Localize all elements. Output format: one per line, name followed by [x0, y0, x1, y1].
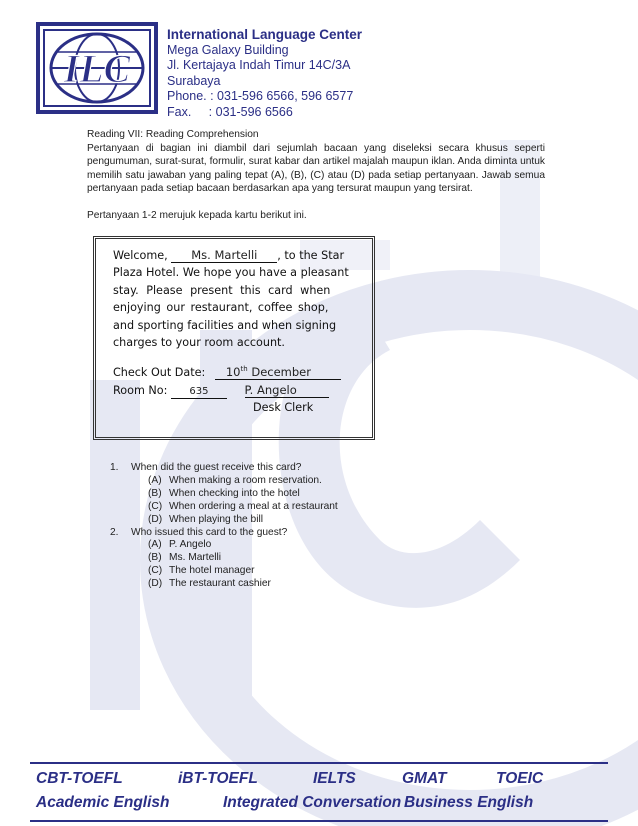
- footer-item-integrated-conversation: Integrated Conversation: [223, 794, 402, 811]
- room-number: 635: [171, 385, 227, 399]
- answer-option[interactable]: [110, 578, 440, 591]
- checkout-label: Check Out Date:: [113, 366, 206, 380]
- option-label: (B): [148, 487, 162, 499]
- answer-option[interactable]: [110, 475, 440, 488]
- answer-option[interactable]: [110, 488, 440, 501]
- card-body-line: stay. Please present this card when: [113, 283, 331, 297]
- checkout-day: 10: [225, 365, 241, 380]
- card-body-line: and sporting facilities and when signing: [113, 318, 337, 332]
- footer-item-gmat: GMAT: [402, 770, 447, 787]
- option-text: The hotel manager: [169, 565, 255, 577]
- checkout-date: [215, 363, 341, 380]
- option-text: Ms. Martelli: [169, 552, 222, 564]
- option-label: (B): [148, 552, 162, 564]
- card-body-line: charges to your room account.: [113, 336, 285, 350]
- street-address: Jl. Kertajaya Indah Timur 14C/3A: [167, 58, 351, 73]
- organization-name: International Language Center: [167, 27, 363, 42]
- checkout-line: [113, 363, 357, 381]
- option-label: (A): [148, 474, 162, 486]
- footer-item-business-english: Business English: [404, 794, 534, 811]
- checkout-day-suffix: th: [240, 365, 248, 374]
- option-label: (A): [148, 539, 162, 551]
- answer-option[interactable]: [110, 539, 440, 552]
- checkout-month: December: [251, 365, 311, 380]
- clerk-signature: P. Angelo: [245, 384, 329, 398]
- fax-number: Fax. : 031-596 6566: [167, 104, 293, 119]
- footer-item-cbt-toefl: CBT-TOEFL: [36, 770, 123, 787]
- option-label: (C): [148, 500, 163, 512]
- logo-text: ILC: [63, 46, 131, 91]
- answer-option[interactable]: [110, 514, 440, 527]
- option-text: When checking into the hotel: [169, 487, 300, 499]
- building-name: Mega Galaxy Building: [167, 42, 289, 57]
- section-instructions: Pertanyaan di bagian ini diambil dari sejumlah bacaan yang diseleksi secara khusus seperti pengumuman, surat-surat, formulir, surat kabar dan artikel majalah maupun iklan. Anda diminta untuk memilih satu jawaban yang paling tepat (A), (B), (C) atau (D) pada setiap pertanyaan. Jawab semua pertanyaan pada setiap bacaan berdasarkan apa yang tersurat maupun yang tersirat.: [87, 142, 545, 195]
- option-text: When making a room reservation.: [169, 474, 322, 486]
- hotel-card-text: [113, 247, 357, 416]
- footer-item-academic-english: Academic English: [36, 794, 170, 811]
- option-label: (D): [148, 513, 163, 525]
- to-the-star: , to the Star: [277, 249, 345, 262]
- card-body-line: Plaza Hotel. We hope you have a pleasant: [113, 266, 349, 280]
- card-body-line: enjoying our restaurant, coffee shop,: [113, 301, 329, 315]
- question-2: [110, 527, 440, 540]
- option-text: The restaurant cashier: [169, 578, 271, 590]
- phone-number: Phone. : 031-596 6566, 596 6577: [167, 89, 354, 104]
- question-text: Who issued this card to the guest?: [131, 526, 288, 538]
- answer-option[interactable]: [110, 552, 440, 565]
- course-footer: [30, 762, 608, 822]
- question-number: 1.: [110, 462, 119, 473]
- letterhead: [167, 27, 362, 121]
- footer-item-ielts: IELTS: [313, 770, 356, 787]
- question-list: [110, 462, 440, 591]
- question-1: [110, 462, 440, 475]
- option-label: (C): [148, 565, 163, 577]
- question-number: 2.: [110, 526, 119, 538]
- room-line: [113, 382, 357, 399]
- hotel-card: [93, 236, 375, 440]
- option-text: P. Angelo: [169, 539, 212, 551]
- option-text: When playing the bill: [169, 513, 264, 525]
- section-title: Reading VII: Reading Comprehension: [87, 129, 259, 140]
- option-label: (D): [148, 578, 163, 590]
- reading-section: [87, 128, 545, 223]
- answer-option[interactable]: [110, 565, 440, 578]
- footer-item-toeic: TOEIC: [496, 770, 544, 787]
- ilc-logo: [36, 22, 158, 114]
- clerk-title: Desk Clerk: [253, 401, 314, 415]
- welcome-label: Welcome,: [113, 249, 168, 262]
- option-text: When ordering a meal at a restaurant: [169, 500, 338, 512]
- footer-item-ibt-toefl: iBT-TOEFL: [178, 770, 258, 787]
- answer-option[interactable]: [110, 501, 440, 514]
- question-reference: Pertanyaan 1-2 merujuk kepada kartu berikut ini.: [87, 209, 307, 221]
- question-text: When did the guest receive this card?: [131, 462, 302, 473]
- room-label: Room No:: [113, 383, 168, 397]
- card-welcome-line: [113, 247, 357, 264]
- guest-name: Ms. Martelli: [171, 249, 277, 263]
- city: Surabaya: [167, 73, 221, 88]
